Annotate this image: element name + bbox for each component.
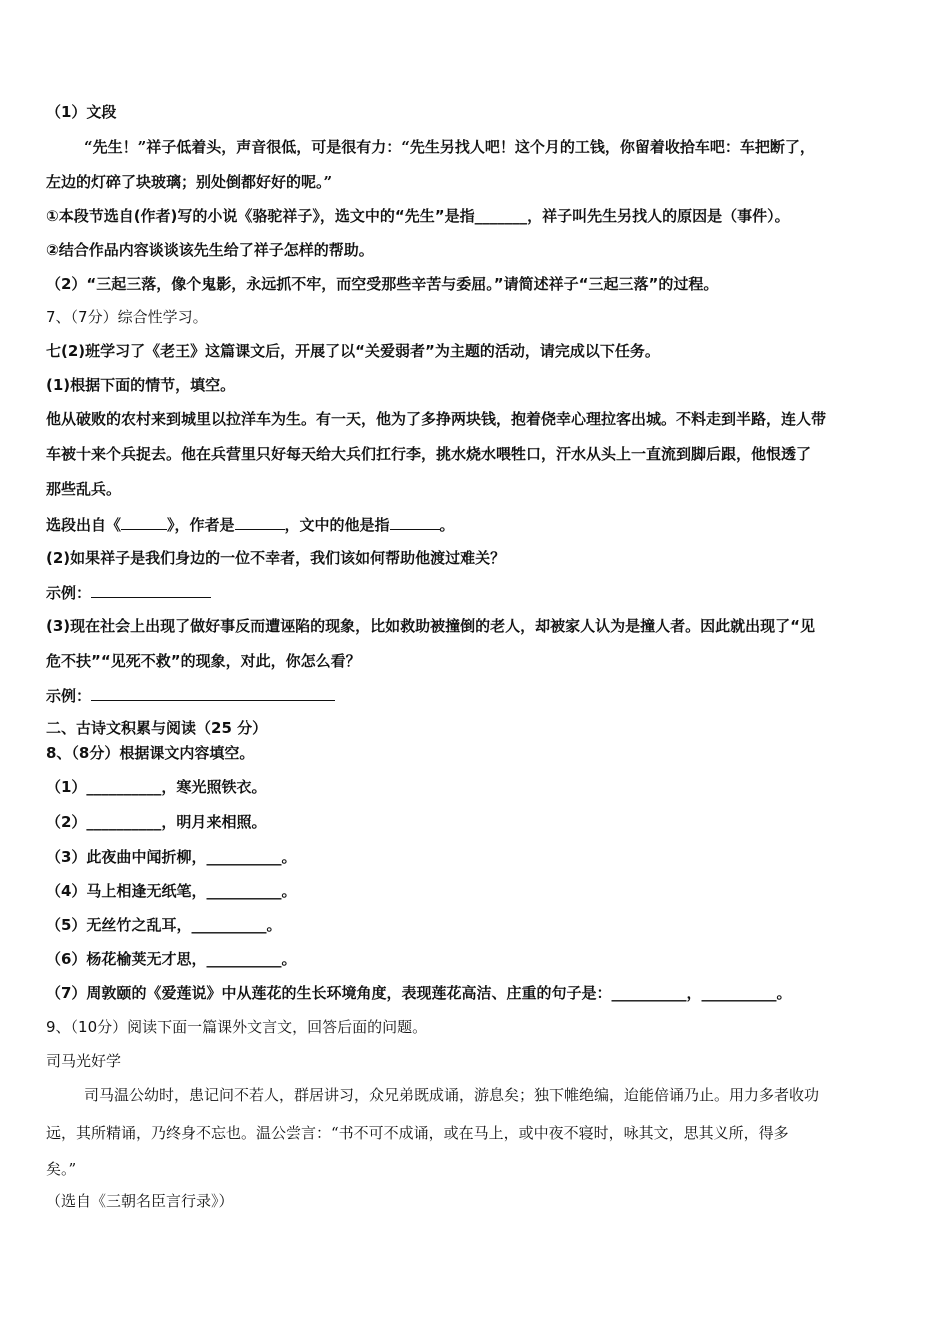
fill-item: （2）__________，明月来相照。 — [46, 813, 267, 831]
question-line: （2）“三起三落，像个鬼影，永远抓不牢，而空受那些辛苦与委屈。”请简述祥子“三起三落”的过程。 — [46, 275, 719, 293]
passage-line: 车被十来个兵捉去。他在兵营里只好每天给大兵们扛行李，挑水烧水喂牲口，汗水从头上一直流到脚后跟，他恨透了 — [46, 445, 812, 463]
question-line: (2)如果祥子是我们身边的一位不幸者，我们该如何帮助他渡过难关？ — [46, 549, 506, 567]
blank-suffix: 。 — [439, 516, 455, 534]
answer-blank[interactable] — [91, 684, 335, 701]
passage-title: 司马光好学 — [46, 1052, 122, 1070]
blank-prefix: 选段出自《 — [46, 516, 122, 534]
question-heading: 9、（10分）阅读下面一篇课外文言文，回答后面的问题。 — [46, 1018, 428, 1036]
passage-line: 司马温公幼时，患记问不若人，群居讲习，众兄弟既成诵，游息矣；独下帷绝编，迨能倍诵乃止。用力多者收功 — [84, 1086, 820, 1104]
fill-item: （1）__________，寒光照铁衣。 — [46, 778, 267, 796]
fill-item: （7）周敦颐的《爱莲说》中从莲花的生长环境角度，表现莲花高洁、庄重的句子是：__________，__________。 — [46, 984, 792, 1002]
question-heading: 8、（8分）根据课文内容填空。 — [46, 744, 255, 762]
passage-line: “先生！”祥子低着头，声音很低，可是很有力：“先生另找人吧！这个月的工钱，你留着收拾车吧：车把断了， — [84, 138, 815, 156]
question-line: (3)现在社会上出现了做好事反而遭诬陷的现象，比如救助被撞倒的老人，却被家人认为是撞人者。因此就出现了“见 — [46, 617, 816, 635]
passage-line: 那些乱兵。 — [46, 480, 122, 498]
example-label: 示例： — [46, 687, 92, 705]
passage-source: （选自《三朝名臣言行录》） — [46, 1192, 234, 1210]
answer-blank[interactable] — [235, 513, 285, 530]
fill-item: （6）杨花榆荚无才思，__________。 — [46, 950, 297, 968]
fill-item: （3）此夜曲中闻折柳，__________。 — [46, 848, 297, 866]
question-line: ②结合作品内容谈谈该先生给了祥子怎样的帮助。 — [46, 241, 374, 259]
question-line: ①本段节选自(作者)写的小说《骆驼祥子》，选文中的“先生”是指_______，祥子叫先生另找人的原因是（事件）。 — [46, 207, 790, 225]
answer-blank[interactable] — [390, 513, 440, 530]
passage-line: 矣。” — [46, 1160, 77, 1178]
example-line — [46, 581, 211, 604]
passage-line: 他从破败的农村来到城里以拉洋车为生。有一天，他为了多挣两块钱，抱着侥幸心理拉客出城。不料走到半路，连人带 — [46, 410, 827, 428]
blank-text: ，文中的他是指 — [284, 516, 390, 534]
question-heading: 7、（7分）综合性学习。 — [46, 308, 208, 326]
fill-item: （4）马上相逢无纸笔，__________。 — [46, 882, 297, 900]
example-label: 示例： — [46, 584, 92, 602]
example-line — [46, 684, 335, 707]
blank-text: 》，作者是 — [167, 516, 235, 534]
question-line: (1)根据下面的情节，填空。 — [46, 376, 236, 394]
passage-line: 左边的灯碎了块玻璃；别处倒都好好的呢。” — [46, 173, 333, 191]
question-line: 七(2)班学习了《老王》这篇课文后，开展了以“关爱弱者”为主题的活动，请完成以下任务。 — [46, 342, 660, 360]
answer-blank[interactable] — [91, 581, 211, 598]
question-line: 危不扶”“见死不救”的现象，对此，你怎么看？ — [46, 652, 361, 670]
fill-item: （5）无丝竹之乱耳，__________。 — [46, 916, 282, 934]
fill-blank-line — [46, 513, 455, 536]
q-part-1-label: （1）文段 — [46, 103, 117, 121]
answer-blank[interactable] — [121, 513, 167, 530]
passage-line: 远，其所精诵，乃终身不忘也。温公尝言：“书不可不成诵，或在马上，或中夜不寝时，咏其文，思其义所，得多 — [46, 1124, 789, 1142]
section-heading: 二、古诗文积累与阅读（25 分） — [46, 719, 268, 737]
